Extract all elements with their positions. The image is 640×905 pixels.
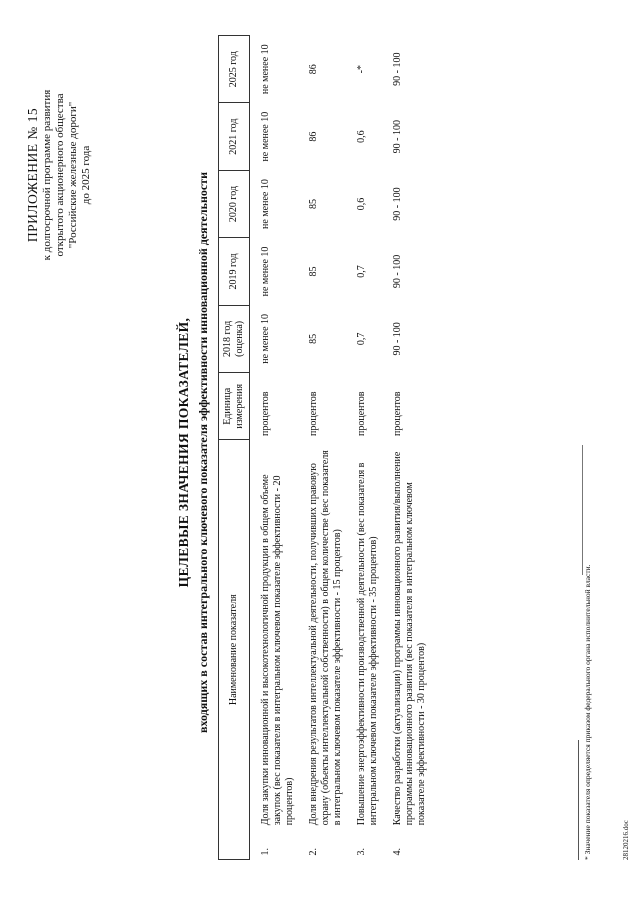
document-filename: 28120216.doc: [622, 820, 630, 860]
row-2020: 0,6: [356, 197, 367, 211]
row-number: 2.: [308, 848, 319, 856]
row-unit: процентов: [260, 391, 271, 436]
table-row: [258, 36, 298, 860]
row-unit: процентов: [356, 391, 367, 436]
row-number: 4.: [392, 848, 403, 856]
row-2020: 90 - 100: [392, 187, 403, 221]
row-2021: 86: [308, 131, 319, 142]
row-name: Доля закупки инновационной и высокотехнологичной продукции в общем объеме закупок (вес показателя в интегральном ключевом показателе эффективности - 20 процентов): [260, 474, 295, 826]
appendix-header: [26, 40, 93, 310]
row-2021: 90 - 100: [392, 119, 403, 154]
row-name: Доля внедрения результатов интеллектуальной деятельности, получивших правовую охрану (объекты интеллектуальной собственности) в общем количестве (вес показателя в интегральном ключевом показателе эффективности - 15 процентов): [308, 450, 343, 826]
header-name: Наименование показателя: [219, 440, 250, 860]
row-2018: 0,7: [356, 332, 367, 346]
row-number: 1.: [260, 848, 271, 856]
row-number: 3.: [356, 848, 367, 856]
header-2021: 2021 год: [219, 103, 250, 170]
appendix-line-3: "Российские железные дороги": [67, 101, 79, 249]
row-2019: не менее 10: [260, 246, 271, 297]
divider-line: [582, 445, 583, 575]
row-unit: процентов: [308, 391, 319, 436]
row-2019: 0,7: [356, 265, 367, 278]
row-2025: 86: [308, 64, 319, 75]
header-2019: 2019 год: [219, 238, 250, 305]
table-row: [354, 36, 382, 860]
table-row: [390, 36, 430, 860]
row-2018: не менее 10: [260, 313, 271, 364]
header-unit: Единица измерения: [219, 373, 250, 440]
row-2020: 85: [308, 199, 319, 210]
document-subtitle: входящих в состав интегрального ключевого показателя эффективности инновационной деятельности: [196, 172, 210, 733]
header-2018: 2018 год (оценка): [219, 305, 250, 372]
row-2025: -*: [356, 65, 367, 74]
header-2020: 2020 год: [219, 170, 250, 237]
row-2018: 85: [308, 333, 319, 344]
appendix-line-2: открытого акционерного общества: [54, 93, 66, 257]
document-title: ЦЕЛЕВЫЕ ЗНАЧЕНИЯ ПОКАЗАТЕЛЕЙ,: [176, 317, 191, 588]
row-name: Качество разработки (актуализации) программы инновационного развития/выполнение программы инновационного развития (вес показателя в интегральном ключевом показателе эффективности - 30 процентов): [392, 451, 427, 826]
row-2021: не менее 10: [260, 111, 271, 162]
appendix-number: ПРИЛОЖЕНИЕ № 15: [25, 107, 40, 243]
footnote-separator: [578, 740, 579, 860]
row-name: Повышение энергоэффективности производственной деятельности (вес показателя в интегральном ключевом показателе эффективности - 35 процентов): [356, 462, 379, 826]
row-2021: 0,6: [356, 130, 367, 143]
row-2025: не менее 10: [260, 44, 271, 95]
table-row: [306, 36, 346, 860]
row-2019: 90 - 100: [392, 254, 403, 289]
appendix-line-4: до 2025 года: [80, 145, 92, 205]
footnote: * Значение показателя определяется приказом федерального органа исполнительной власти.: [583, 564, 592, 860]
row-2025: 90 - 100: [392, 52, 403, 86]
indicators-table: [218, 35, 430, 860]
header-2025: 2025 год: [219, 36, 250, 103]
row-2018: 90 - 100: [392, 322, 403, 356]
row-unit: процентов: [392, 391, 403, 436]
row-2019: 85: [308, 266, 319, 277]
row-2020: не менее 10: [260, 179, 271, 229]
appendix-line-1: к долгосрочной программе развития: [41, 89, 53, 261]
table-header-row: [219, 36, 250, 860]
